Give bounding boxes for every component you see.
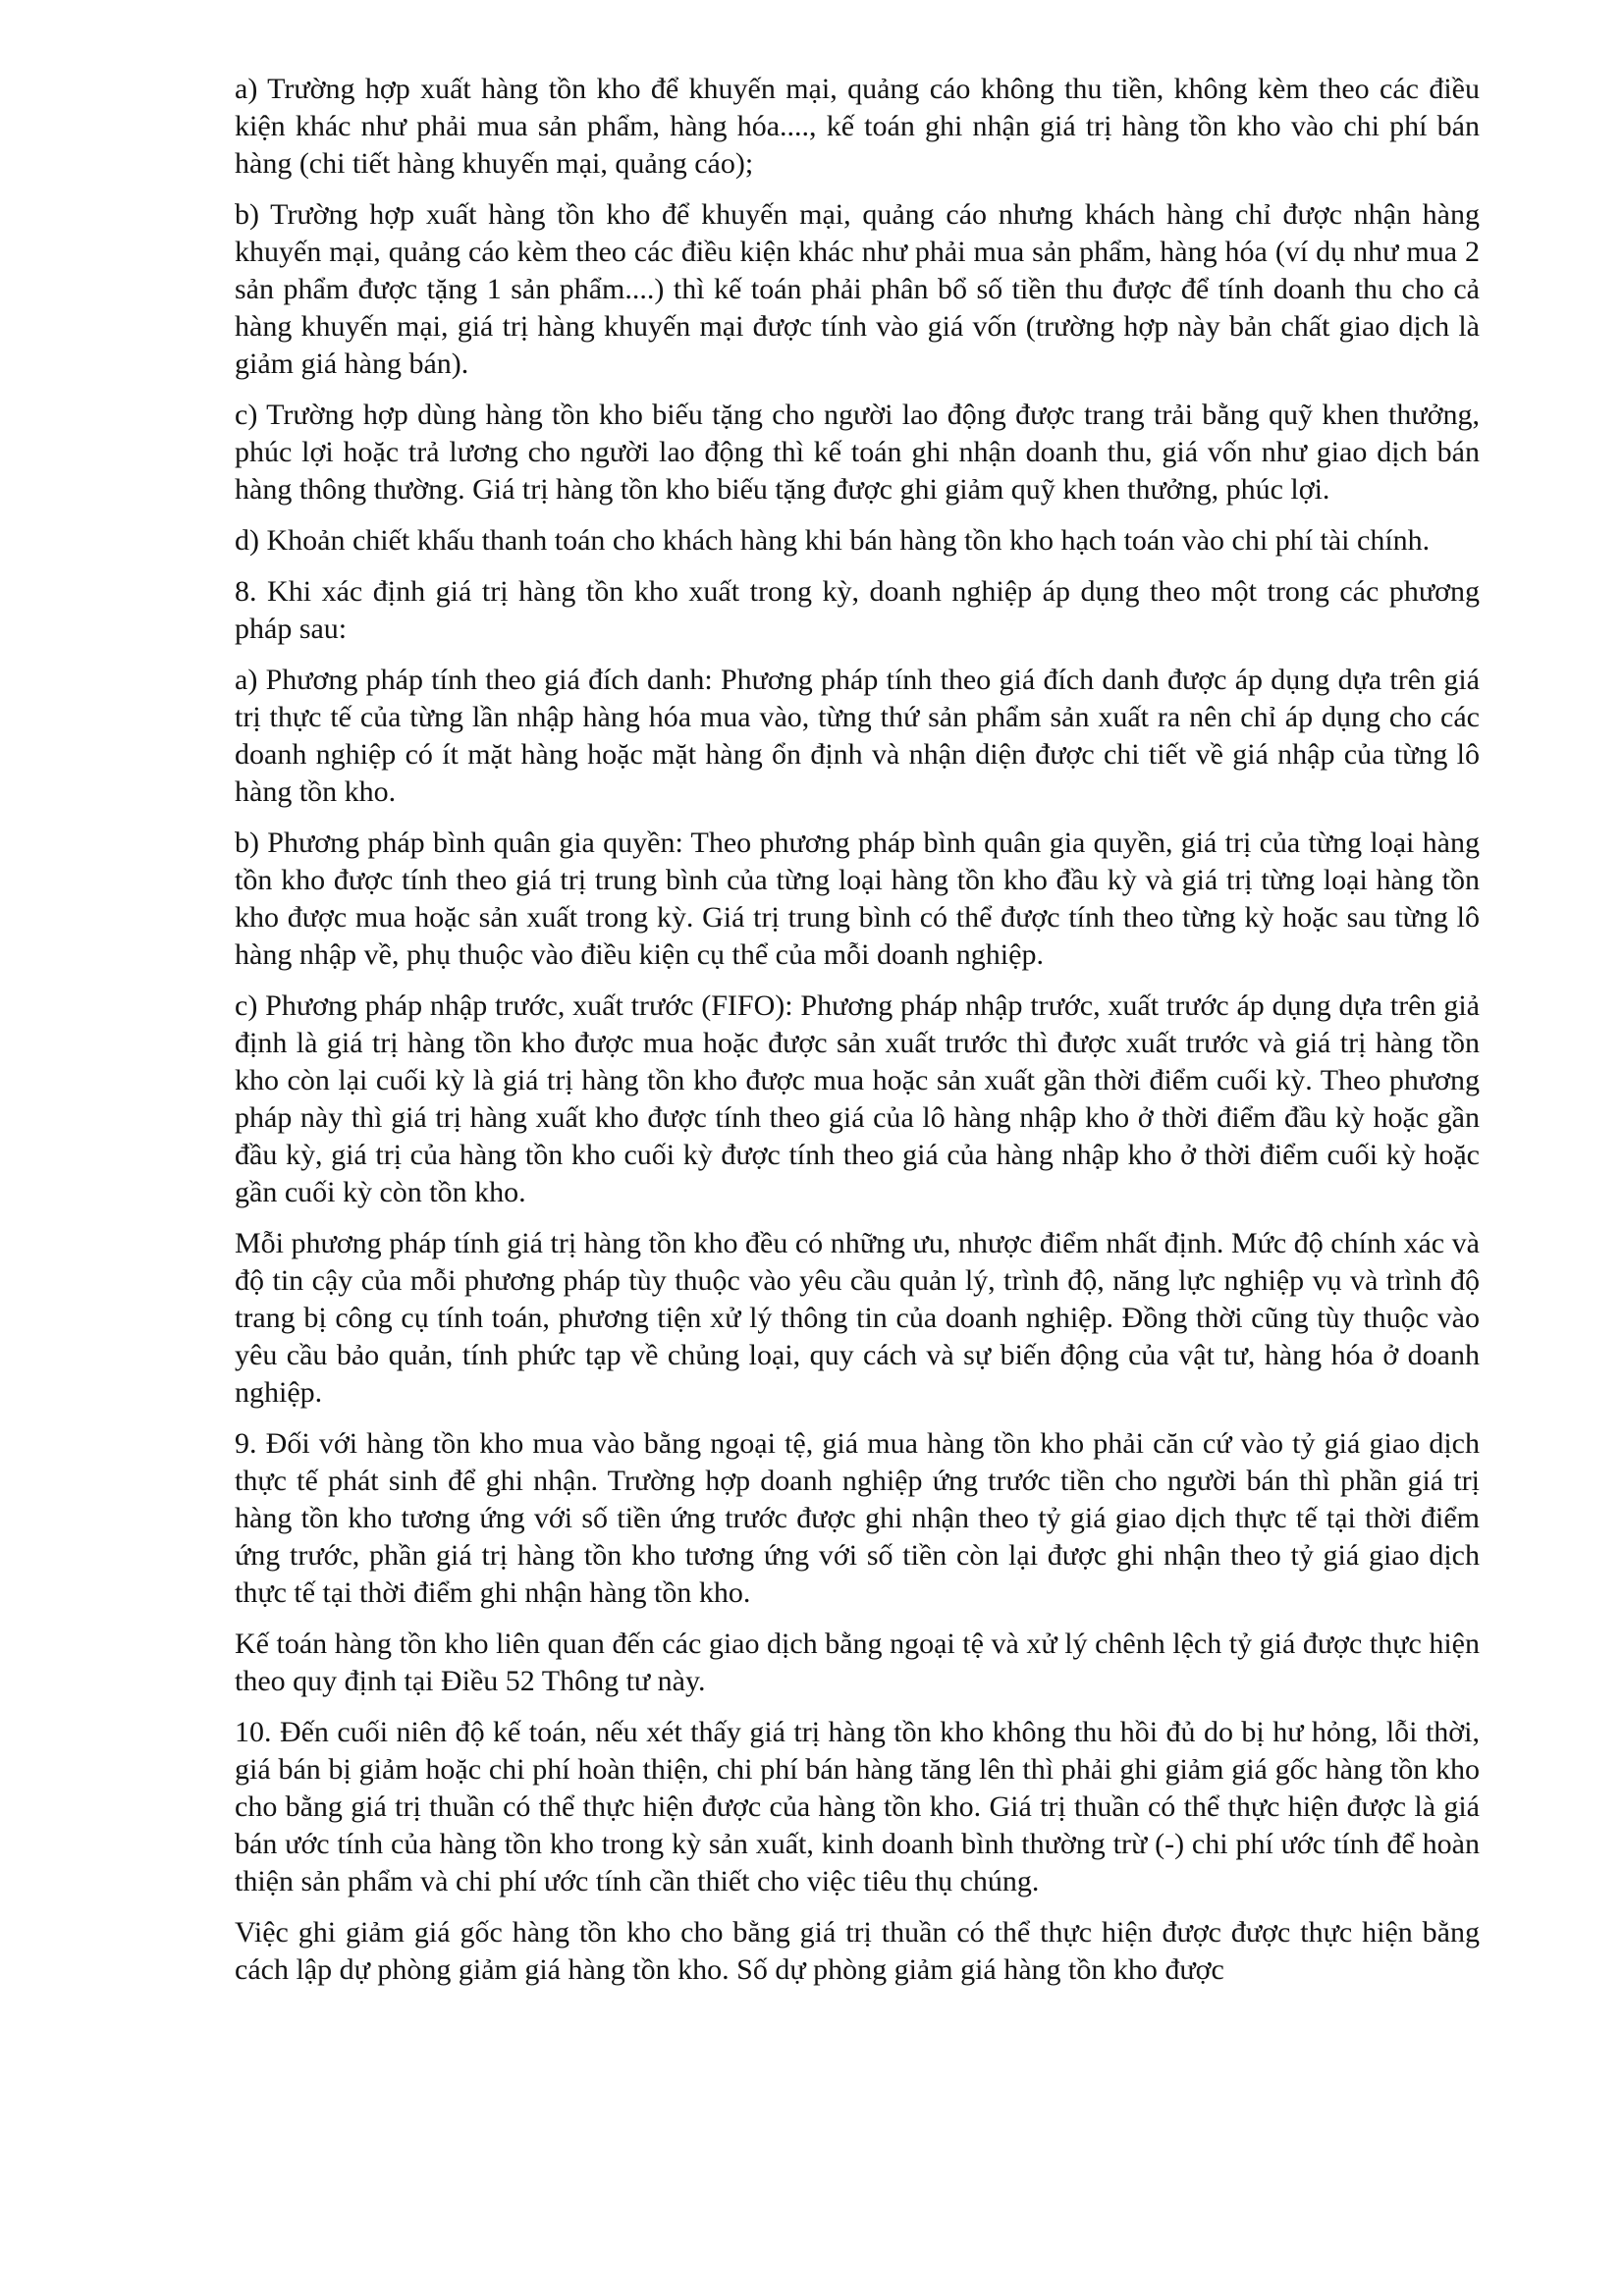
paragraph-8c-fifo: c) Phương pháp nhập trước, xuất trước (FIFO): Phương pháp nhập trước, xuất trước áp dụng dựa trên giả định là giá trị hàng tồn kho được mua hoặc được sản xuất trước thì được xuất trước và giá trị hàng tồn kho còn lại cuối kỳ là giá trị hàng tồn kho được mua hoặc sản xuất gần thời điểm cuối kỳ. Theo phương pháp này thì giá trị hàng xuất kho được tính theo giá của lô hàng nhập kho ở thời điểm đầu kỳ hoặc gần đầu kỳ, giá trị của hàng tồn kho cuối kỳ được tính theo giá của hàng nhập kho ở thời điểm cuối kỳ hoặc gần cuối kỳ còn tồn kho.: [235, 989, 1480, 1208]
paragraph-9-foreign-currency: 9. Đối với hàng tồn kho mua vào bằng ngoại tệ, giá mua hàng tồn kho phải căn cứ vào tỷ giá giao dịch thực tế phát sinh để ghi nhận. Trường hợp doanh nghiệp ứng trước tiền cho người bán thì phần giá trị hàng tồn kho tương ứng với số tiền ứng trước được ghi nhận theo tỷ giá giao dịch thực tế tại thời điểm ứng trước, phần giá trị hàng tồn kho tương ứng với số tiền còn lại được ghi nhận theo tỷ giá giao dịch thực tế tại thời điểm ghi nhận hàng tồn kho.: [235, 1427, 1480, 1609]
paragraph-7b-promotion-conditional: b) Trường hợp xuất hàng tồn kho để khuyến mại, quảng cáo nhưng khách hàng chỉ được nhận hàng khuyến mại, quảng cáo kèm theo các điều kiện khác như phải mua sản phẩm, hàng hóa (ví dụ như mua 2 sản phẩm được tặng 1 sản phẩm....) thì kế toán phải phân bổ số tiền thu được để tính doanh thu cho cả hàng khuyến mại, giá trị hàng khuyến mại được tính vào giá vốn (trường hợp này bản chất giao dịch là giảm giá hàng bán).: [235, 198, 1480, 380]
paragraph-8b-weighted-average: b) Phương pháp bình quân gia quyền: Theo phương pháp bình quân gia quyền, giá trị của từng loại hàng tồn kho được tính theo giá trị trung bình của từng loại hàng tồn kho đầu kỳ và giá trị từng loại hàng tồn kho được mua hoặc sản xuất trong kỳ. Giá trị trung bình có thể được tính theo từng kỳ hoặc sau từng lô hàng nhập về, phụ thuộc vào điều kiện cụ thể của mỗi doanh nghiệp.: [235, 827, 1480, 971]
paragraph-10-provision: Việc ghi giảm giá gốc hàng tồn kho cho bằng giá trị thuần có thể thực hiện được được thực hiện bằng cách lập dự phòng giảm giá hàng tồn kho. Số dự phòng giảm giá hàng tồn kho được: [235, 1916, 1480, 1986]
paragraph-method-comparison: Mỗi phương pháp tính giá trị hàng tồn kho đều có những ưu, nhược điểm nhất định. Mức độ chính xác và độ tin cậy của mỗi phương pháp tùy thuộc vào yêu cầu quản lý, trình độ, năng lực nghiệp vụ và trình độ trang bị công cụ tính toán, phương tiện xử lý thông tin của doanh nghiệp. Đồng thời cũng tùy thuộc vào yêu cầu bảo quản, tính phức tạp về chủng loại, quy cách và sự biến động của vật tư, hàng hóa ở doanh nghiệp.: [235, 1227, 1480, 1409]
paragraph-7c-gift-to-employees: c) Trường hợp dùng hàng tồn kho biếu tặng cho người lao động được trang trải bằng quỹ khen thưởng, phúc lợi hoặc trả lương cho người lao động thì kế toán ghi nhận doanh thu, giá vốn như giao dịch bán hàng thông thường. Giá trị hàng tồn kho biếu tặng được ghi giảm quỹ khen thưởng, phúc lợi.: [235, 399, 1480, 506]
paragraph-8a-specific-identification: a) Phương pháp tính theo giá đích danh: Phương pháp tính theo giá đích danh được áp dụng dựa trên giá trị thực tế của từng lần nhập hàng hóa mua vào, từng thứ sản phẩm sản xuất ra nên chỉ áp dụng cho các doanh nghiệp có ít mặt hàng hoặc mặt hàng ổn định và nhận diện được chi tiết về giá nhập của từng lô hàng tồn kho.: [235, 664, 1480, 808]
document-page: [235, 71, 1480, 2002]
paragraph-7d-payment-discount: d) Khoản chiết khấu thanh toán cho khách hàng khi bán hàng tồn kho hạch toán vào chi phí tài chính.: [235, 524, 1431, 557]
paragraph-8-valuation-methods: 8. Khi xác định giá trị hàng tồn kho xuất trong kỳ, doanh nghiệp áp dụng theo một trong các phương pháp sau:: [235, 575, 1480, 645]
paragraph-9-exchange-rate-reference: Kế toán hàng tồn kho liên quan đến các giao dịch bằng ngoại tệ và xử lý chênh lệch tỷ giá được thực hiện theo quy định tại Điều 52 Thông tư này.: [235, 1628, 1480, 1697]
paragraph-7a-promotion-free: a) Trường hợp xuất hàng tồn kho để khuyến mại, quảng cáo không thu tiền, không kèm theo các điều kiện khác như phải mua sản phẩm, hàng hóa...., kế toán ghi nhận giá trị hàng tồn kho vào chi phí bán hàng (chi tiết hàng khuyến mại, quảng cáo);: [235, 73, 1480, 180]
paragraph-10-net-realizable-value: 10. Đến cuối niên độ kế toán, nếu xét thấy giá trị hàng tồn kho không thu hồi đủ do bị hư hỏng, lỗi thời, giá bán bị giảm hoặc chi phí hoàn thiện, chi phí bán hàng tăng lên thì phải ghi giảm giá gốc hàng tồn kho cho bằng giá trị thuần có thể thực hiện được của hàng tồn kho. Giá trị thuần có thể thực hiện được là giá bán ước tính của hàng tồn kho trong kỳ sản xuất, kinh doanh bình thường trừ (-) chi phí ước tính để hoàn thiện sản phẩm và chi phí ước tính cần thiết cho việc tiêu thụ chúng.: [235, 1716, 1480, 1897]
